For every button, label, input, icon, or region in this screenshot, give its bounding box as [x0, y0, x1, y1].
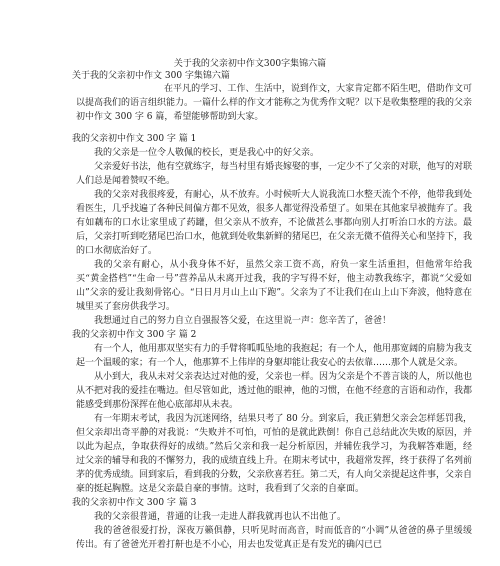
- paragraph: 我想通过自己的努力自立自强报答父爱，在这里说一声：您辛苦了，爸爸！: [94, 316, 392, 326]
- paragraph: 有一年期末考试，我因为沉迷网络，结果只考了 80 分。到家后，我正猜想父亲会怎样惩罚我，但父亲却出奇平静的对我说：“失败并不可怕，可怕的是就此跌倒！你自己总结此次失败的原因，并以此为起点，争取获得好的成绩。”然后父亲和我一起分析原因，并辅佐我学习，为我解答难题，经过父亲的辅导和我的不懈努力，我的成绩直线上升。在期末考试中，我超常发挥，终于获得了名列前茅的优秀成绩。回到家后，看到我的分数，父亲欣喜若狂。第二天，有人向父亲提起这件事，父亲自豪的挺起胸膛。这是父亲最自豪的事情。这时，我看到了父亲的自豪面。: [76, 414, 473, 494]
- document-title: 关于我的父亲初中作文300字集锦六篇: [173, 59, 327, 69]
- section-title: 我的父亲初中作文 300 字 篇 2: [72, 330, 197, 340]
- paragraph: 我的爸爸很爱打扮，深夜万籁俱静，只听见时而高音，时而低音的“小调”从爸爸的鼻子里缓缓传出。有了爸爸光开着打鼾也是不小心，用去也发觉真正是有发光的确闪已已: [76, 526, 472, 550]
- paragraph: 父亲爱好书法，他有空就练字，每当村里有婚丧嫁娶的事，一定少不了父亲的对联，他写的对联人们总是闻着赞叹不绝。: [76, 162, 473, 186]
- section-3: [72, 496, 472, 552]
- paragraph: 从小到大，我从未对父亲表达过对他的爱，父亲也一样。因为父亲是个不善言谈的人，所以他也从不把对我的爱挂在嘴边。但尽管如此，透过他的眼神，他的习惯，在他不经意的言语和动作，我都能感受到那份深挥在他心底部却从未表。: [76, 372, 473, 410]
- paragraph: 有一个人，他用那双坚实有力的手臂将呱呱坠地的我抱起；有一个人，他用那宽阔的肩膀为我支起一个温暖的家；有一个人，他那算不上伟岸的身躯却能让我安心的去依靠……那个人就是父亲。: [76, 344, 473, 368]
- intro-paragraph: 在平凡的学习、工作、生活中，说到作文，大家肯定都不陌生吧，借助作文可以提高我们的语言组织能力。一篇什么样的作文才能称之为优秀作文呢？以下是收集整理的我的父亲初中作文 300 字 6 篇，希望能够帮助到大家。: [76, 84, 473, 122]
- section-1: [72, 132, 473, 328]
- document-subtitle: 关于我的父亲初中作文 300 字集锦六篇: [72, 71, 230, 81]
- section-title: 我的父亲初中作文 300 字 篇 1: [72, 134, 197, 144]
- paragraph: 我的父亲是一位令人敬佩的校长，更是我心中的好父亲。: [94, 148, 320, 158]
- section-title: 我的父亲初中作文 300 字 篇 3: [72, 498, 197, 508]
- paragraph: 我的父亲很普通，普通的让我一走进人群我就再也认不出他了。: [94, 512, 347, 522]
- section-2: [72, 328, 473, 496]
- paragraph: 我的父亲对我很疼爱，有耐心，从不放弃。小时候听大人说我流口水整天流个不停，他带我到处看医生，几乎找遍了各种民间偏方都不见效，很多人都觉得没希望了。如果在其他家早被抛弃了。我有如藕布的口水让家里成了药罐，但父亲从不放弃，不论做甚么事都向别人打听治口水的方法。最后，父亲打听到吃猪尾巴治口水，他就到处收集新鲜的猪尾巴，在父亲无微不值得关心和坚持下，我的口水彻底治好了。: [76, 190, 473, 256]
- paragraph: 我的父亲有耐心，从小我身体不好，虽然父亲工资不高，府负一家生活重担，但他常年给我买“黄金搭档”“生命一号”营养品从未离开过我，我的字写得不好，他主动教我练字，都说“父爱如山”父亲的爱让我刻骨铭心。“日日月月山上山下跑”。父亲为了不让我们在山上山下奔波，他特意在城里买了套房供我学习。: [76, 260, 472, 312]
